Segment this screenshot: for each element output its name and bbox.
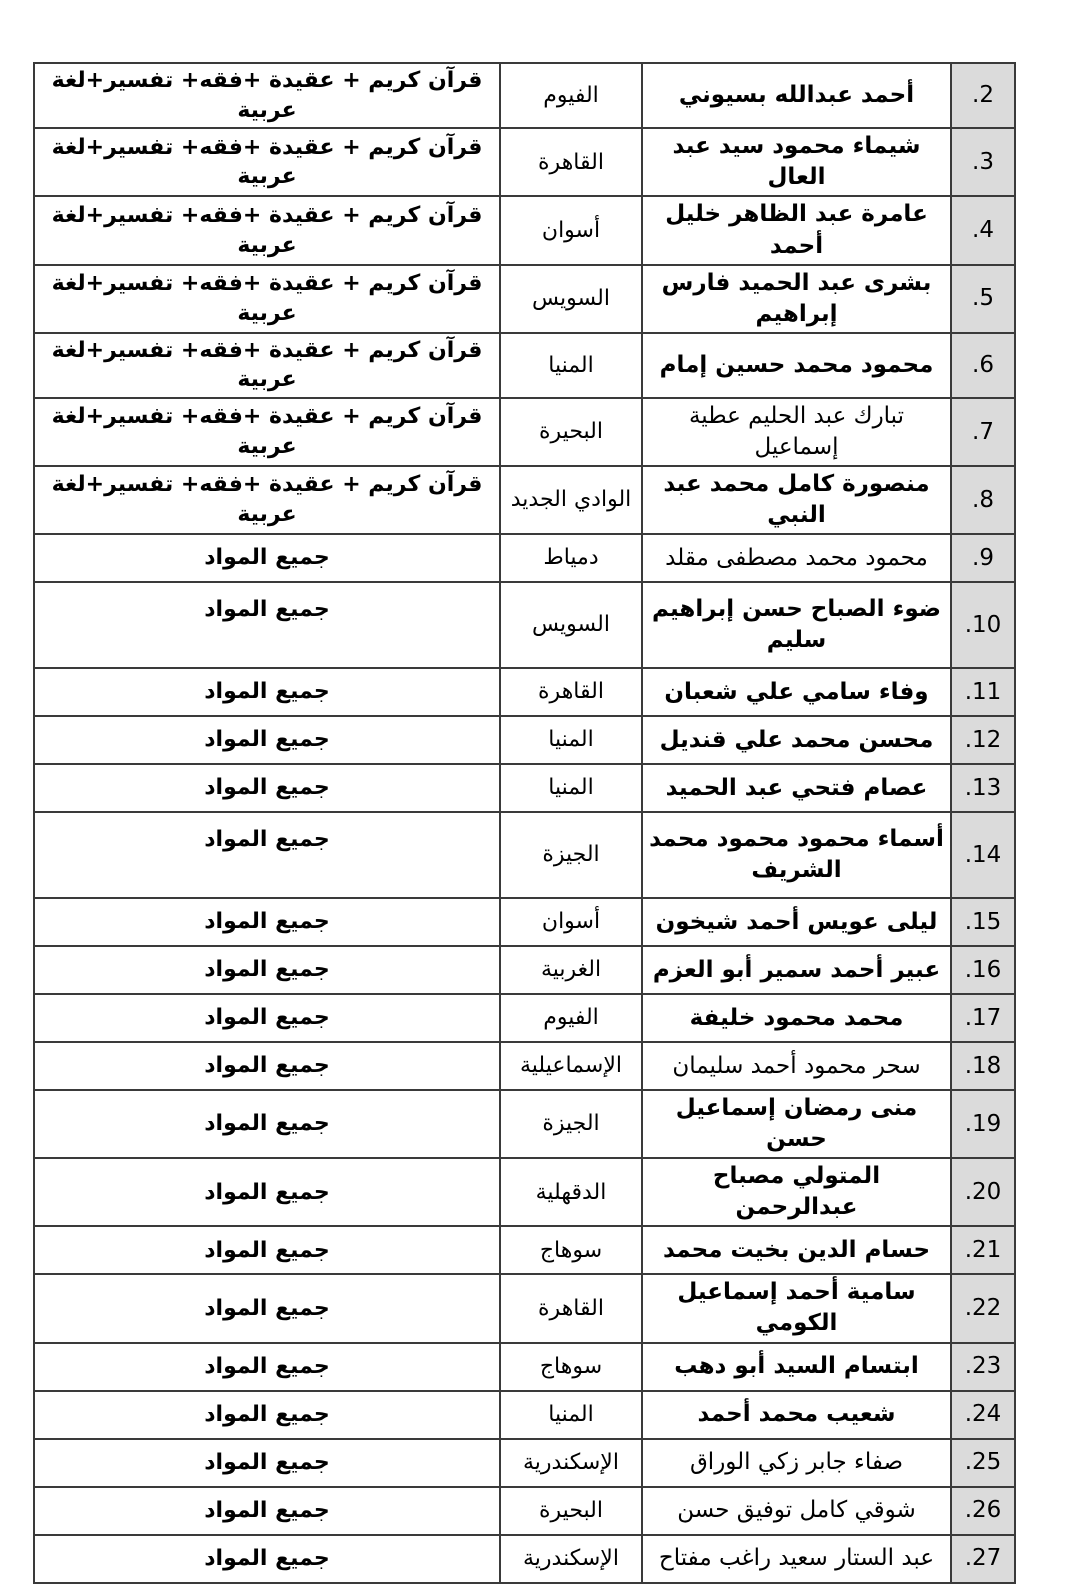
row-number-cell: 2. [951, 63, 1015, 128]
table-row [34, 63, 1015, 128]
teacher-name-cell: منصورة كامل محمد عبد النبي [642, 466, 951, 534]
teacher-name-cell: عبد الستار سعيد راغب مفتاح [642, 1535, 951, 1583]
governorate-cell: البحيرة [500, 398, 642, 466]
teacher-name-cell: ليلى عويس أحمد شيخون [642, 898, 951, 946]
table-row [34, 1274, 1015, 1342]
governorate-cell: القاهرة [500, 1274, 642, 1342]
table-row [34, 812, 1015, 898]
subjects-cell: جميع المواد [34, 1274, 500, 1342]
subjects-cell: جميع المواد [34, 668, 500, 716]
teacher-name-cell: محمود محمد حسين إمام [642, 333, 951, 398]
table-body [34, 63, 1015, 1583]
row-number-cell: 21. [951, 1226, 1015, 1274]
subjects-cell: قرآن كريم + عقيدة +فقه+ تفسير+لغة عربية [34, 196, 500, 264]
governorate-cell: الغربية [500, 946, 642, 994]
governorate-cell: السويس [500, 265, 642, 333]
subjects-cell: جميع المواد [34, 994, 500, 1042]
governorate-cell: الفيوم [500, 994, 642, 1042]
row-number-cell: 8. [951, 466, 1015, 534]
teacher-name-cell: ابتسام السيد أبو دهب [642, 1343, 951, 1391]
row-number-cell: 6. [951, 333, 1015, 398]
teacher-name-cell: شيماء محمود سيد عبد العال [642, 128, 951, 196]
governorate-cell: الجيزة [500, 812, 642, 898]
subjects-cell: جميع المواد [34, 1158, 500, 1226]
governorate-cell: أسوان [500, 898, 642, 946]
table-row [34, 1158, 1015, 1226]
row-number-cell: 7. [951, 398, 1015, 466]
row-number-cell: 25. [951, 1439, 1015, 1487]
governorate-cell: الدقهلية [500, 1158, 642, 1226]
row-number-cell: 18. [951, 1042, 1015, 1090]
row-number-cell: 14. [951, 812, 1015, 898]
table-row [34, 1391, 1015, 1439]
teacher-name-cell: سامية أحمد إسماعيل الكومي [642, 1274, 951, 1342]
row-number-cell: 19. [951, 1090, 1015, 1158]
governorate-cell: الفيوم [500, 63, 642, 128]
governorate-cell: سوهاج [500, 1343, 642, 1391]
subjects-cell: جميع المواد [34, 1535, 500, 1583]
teacher-name-cell: أحمد عبدالله بسيوني [642, 63, 951, 128]
table-row [34, 1439, 1015, 1487]
subjects-cell: جميع المواد [34, 1042, 500, 1090]
teacher-name-cell: بشرى عبد الحميد فارس إبراهيم [642, 265, 951, 333]
subjects-cell: قرآن كريم + عقيدة +فقه+ تفسير+لغة عربية [34, 466, 500, 534]
subjects-cell: قرآن كريم + عقيدة +فقه+ تفسير+لغة عربية [34, 128, 500, 196]
table-row [34, 764, 1015, 812]
table-row [34, 333, 1015, 398]
governorate-cell: الجيزة [500, 1090, 642, 1158]
subjects-cell: جميع المواد [34, 534, 500, 582]
governorate-cell: القاهرة [500, 668, 642, 716]
governorate-cell: سوهاج [500, 1226, 642, 1274]
governorate-cell: المنيا [500, 764, 642, 812]
row-number-cell: 4. [951, 196, 1015, 264]
table-row [34, 196, 1015, 264]
subjects-cell: جميع المواد [34, 812, 500, 898]
governorate-cell: المنيا [500, 716, 642, 764]
governorate-cell: المنيا [500, 1391, 642, 1439]
table-row [34, 1090, 1015, 1158]
teacher-name-cell: محمد محمود خليفة [642, 994, 951, 1042]
subjects-cell: قرآن كريم + عقيدة +فقه+ تفسير+لغة عربية [34, 398, 500, 466]
table-row [34, 398, 1015, 466]
subjects-cell: جميع المواد [34, 898, 500, 946]
subjects-cell: جميع المواد [34, 1226, 500, 1274]
subjects-cell: جميع المواد [34, 1487, 500, 1535]
row-number-cell: 15. [951, 898, 1015, 946]
teacher-name-cell: سحر محمود أحمد سليمان [642, 1042, 951, 1090]
governorate-cell: الوادي الجديد [500, 466, 642, 534]
teacher-name-cell: شعيب محمد أحمد [642, 1391, 951, 1439]
row-number-cell: 5. [951, 265, 1015, 333]
subjects-cell: جميع المواد [34, 1090, 500, 1158]
subjects-cell: جميع المواد [34, 1343, 500, 1391]
governorate-cell: السويس [500, 582, 642, 668]
table-row [34, 1487, 1015, 1535]
governorate-cell: دمياط [500, 534, 642, 582]
table-row [34, 1226, 1015, 1274]
row-number-cell: 9. [951, 534, 1015, 582]
teacher-name-cell: تبارك عبد الحليم عطية إسماعيل [642, 398, 951, 466]
subjects-cell: جميع المواد [34, 1439, 500, 1487]
row-number-cell: 26. [951, 1487, 1015, 1535]
row-number-cell: 13. [951, 764, 1015, 812]
subjects-cell: قرآن كريم + عقيدة +فقه+ تفسير+لغة عربية [34, 265, 500, 333]
teacher-name-cell: المتولي مصباح عبدالرحمن [642, 1158, 951, 1226]
row-number-cell: 20. [951, 1158, 1015, 1226]
row-number-cell: 12. [951, 716, 1015, 764]
teacher-name-cell: ضوء الصباح حسن إبراهيم سليم [642, 582, 951, 668]
governorate-cell: أسوان [500, 196, 642, 264]
subjects-cell: جميع المواد [34, 716, 500, 764]
row-number-cell: 17. [951, 994, 1015, 1042]
governorate-cell: البحيرة [500, 1487, 642, 1535]
teacher-name-cell: محسن محمد علي قنديل [642, 716, 951, 764]
subjects-cell: جميع المواد [34, 764, 500, 812]
row-number-cell: 10. [951, 582, 1015, 668]
table-row [34, 898, 1015, 946]
subjects-cell: جميع المواد [34, 1391, 500, 1439]
row-number-cell: 23. [951, 1343, 1015, 1391]
table-row [34, 946, 1015, 994]
row-number-cell: 22. [951, 1274, 1015, 1342]
teacher-name-cell: شوقي كامل توفيق حسن [642, 1487, 951, 1535]
row-number-cell: 16. [951, 946, 1015, 994]
governorate-cell: المنيا [500, 333, 642, 398]
table-row [34, 128, 1015, 196]
table-row [34, 994, 1015, 1042]
subjects-cell: جميع المواد [34, 582, 500, 668]
teacher-name-cell: صفاء جابر زكي الوراق [642, 1439, 951, 1487]
table-row [34, 1042, 1015, 1090]
table-row [34, 534, 1015, 582]
subjects-cell: جميع المواد [34, 946, 500, 994]
table-row [34, 265, 1015, 333]
subjects-cell: قرآن كريم + عقيدة +فقه+ تفسير+لغة عربية [34, 333, 500, 398]
teachers-roster-table [33, 62, 1016, 1584]
governorate-cell: القاهرة [500, 128, 642, 196]
row-number-cell: 11. [951, 668, 1015, 716]
teacher-name-cell: منى رمضان إسماعيل حسن [642, 1090, 951, 1158]
teacher-name-cell: عامرة عبد الظاهر خليل أحمد [642, 196, 951, 264]
table-container [33, 62, 1016, 1584]
teacher-name-cell: حسام الدين بخيت محمد [642, 1226, 951, 1274]
table-row [34, 668, 1015, 716]
governorate-cell: الإسكندرية [500, 1535, 642, 1583]
table-row [34, 716, 1015, 764]
teacher-name-cell: عصام فتحي عبد الحميد [642, 764, 951, 812]
teacher-name-cell: أسماء محمود محمود محمد الشريف [642, 812, 951, 898]
governorate-cell: الإسماعيلية [500, 1042, 642, 1090]
table-row [34, 466, 1015, 534]
row-number-cell: 3. [951, 128, 1015, 196]
row-number-cell: 27. [951, 1535, 1015, 1583]
teacher-name-cell: عبير أحمد سمير أبو العزم [642, 946, 951, 994]
table-row [34, 1343, 1015, 1391]
table-row [34, 582, 1015, 668]
teacher-name-cell: وفاء سامي علي شعبان [642, 668, 951, 716]
teacher-name-cell: محمود محمد مصطفى مقلد [642, 534, 951, 582]
subjects-cell: قرآن كريم + عقيدة +فقه+ تفسير+لغة عربية [34, 63, 500, 128]
table-row [34, 1535, 1015, 1583]
governorate-cell: الإسكندرية [500, 1439, 642, 1487]
row-number-cell: 24. [951, 1391, 1015, 1439]
